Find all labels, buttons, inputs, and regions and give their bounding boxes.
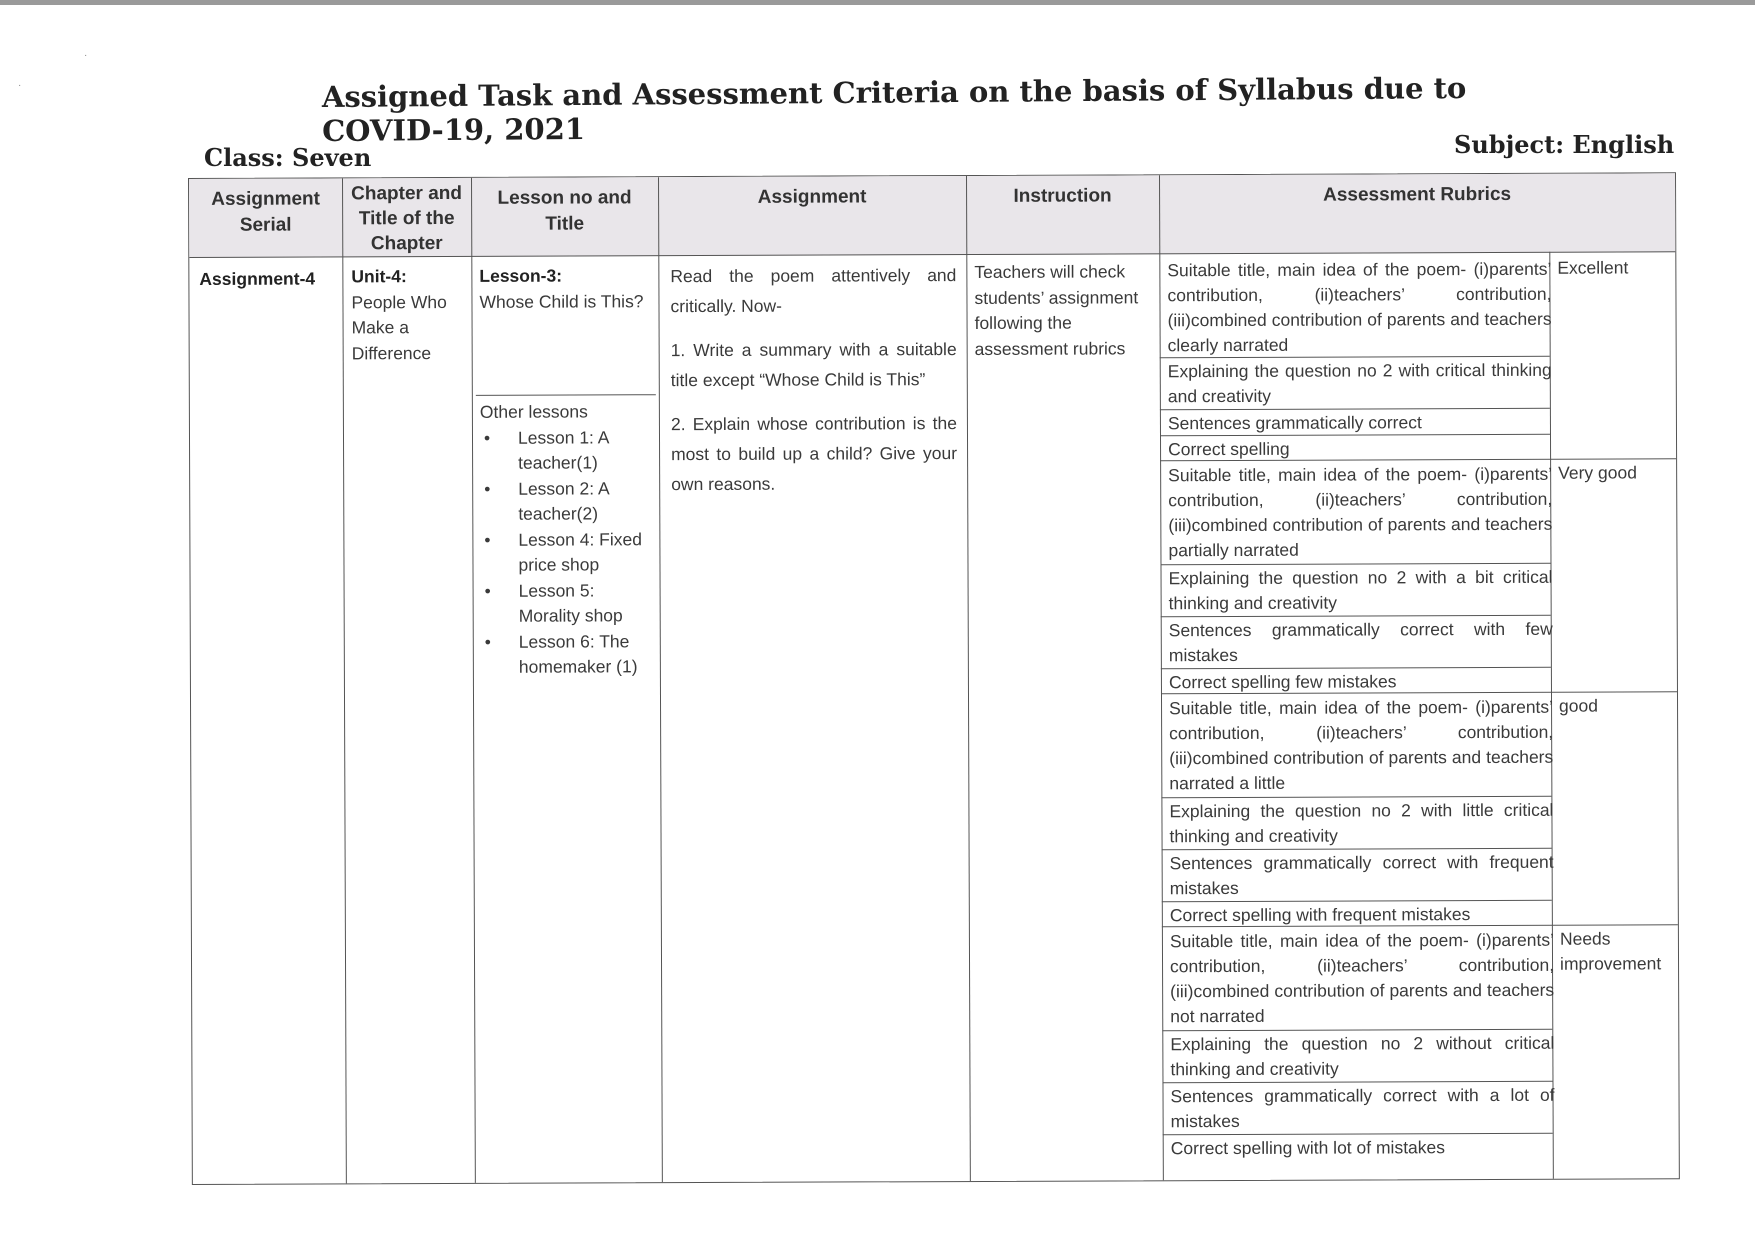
subject-label: Subject: English xyxy=(1454,130,1675,159)
rubric-criterion: Explaining the question no 2 with a bit critical thinking and creativity xyxy=(1168,566,1553,614)
assignment-question-1: 1. Write a summary with a suitable title except “Whose Child is This” xyxy=(670,339,957,391)
list-item: • Lesson 2: A teacher(2) xyxy=(480,476,656,528)
rubric-criterion: Suitable title, main idea of the poem- (i)parents’ contribution, (ii)teachers’ contribution, (iii)combined contribution of parents and teachers clearly narrated xyxy=(1167,258,1552,356)
rubric-criterion: Correct spelling with frequent mistakes xyxy=(1169,904,1471,926)
lesson-number: Lesson-3: xyxy=(479,265,563,286)
rubric-grade: Very good xyxy=(1558,462,1637,483)
rubric-criterion: Suitable title, main idea of the poem- (i)parents’ contribution, (ii)teachers’ contribution, (iii)combined contribution of parents and teachers narrated a little xyxy=(1169,696,1554,794)
header-assignment-serial: Assignment Serial xyxy=(211,188,320,236)
header-instruction: Instruction xyxy=(1013,185,1112,207)
unit-title: People Who Make a Difference xyxy=(351,291,447,363)
rubric-grade: good xyxy=(1558,695,1599,716)
assignment-cell xyxy=(670,260,957,499)
lesson-title: Whose Child is This? xyxy=(479,290,644,312)
rubric-criterion: Sentences grammatically correct with a lot of mistakes xyxy=(1170,1084,1555,1132)
rubric-criterion: Sentences grammatically correct with few mistakes xyxy=(1168,618,1553,666)
scan-speck: · xyxy=(84,50,88,61)
rubric-criterion: Suitable title, main idea of the poem- (i)parents’ contribution, (ii)teachers’ contribution, (iii)combined contribution of parents and teachers partially narrated xyxy=(1168,463,1553,561)
rubric-criterion: Sentences grammatically correct xyxy=(1167,412,1422,434)
rubric-grade: Excellent xyxy=(1557,257,1629,278)
rubric-grade: Needs improvement xyxy=(1559,928,1662,974)
other-lessons-list xyxy=(480,425,657,681)
rubric-criterion: Correct spelling with lot of mistakes xyxy=(1170,1137,1446,1159)
column-divider xyxy=(471,178,476,1183)
rubric-criterion: Sentences grammatically correct with frequent mistakes xyxy=(1169,851,1554,899)
assessment-table xyxy=(188,172,1680,1185)
list-item: • Lesson 1: A teacher(1) xyxy=(480,425,656,477)
unit-number: Unit-4: xyxy=(351,266,407,287)
other-lessons-label: Other lessons xyxy=(479,401,588,422)
scan-speck: · xyxy=(18,80,22,91)
header-assignment: Assignment xyxy=(757,186,867,208)
scan-top-edge xyxy=(0,0,1755,5)
rubric-criterion: Suitable title, main idea of the poem- (i)parents’ contribution, (ii)teachers’ contribution, (iii)combined contribution of parents and teachers not narrated xyxy=(1169,929,1555,1027)
column-divider xyxy=(658,177,663,1182)
chapter-cell xyxy=(351,264,467,366)
rubric-criterion: Explaining the question no 2 with little critical thinking and creativity xyxy=(1169,799,1554,847)
instruction-cell: Teachers will check students’ assignment following the assessment rubrics xyxy=(974,261,1139,359)
assignment-question-2: 2. Explain whose contribution is the most to build up a child? Give your own reasons. xyxy=(670,413,958,495)
document-title: Assigned Task and Assessment Criteria on the basis of Syllabus due to COVID-19, 2021 xyxy=(321,71,1467,148)
other-lessons xyxy=(480,399,657,680)
class-label: Class: Seven xyxy=(204,143,372,172)
rubric-criterion: Explaining the question no 2 with critical thinking and creativity xyxy=(1167,359,1552,407)
rubric-criterion: Correct spelling few mistakes xyxy=(1168,671,1397,693)
list-item: • Lesson 4: Fixed price shop xyxy=(480,527,656,579)
column-divider xyxy=(966,176,971,1181)
assignment-intro: Read the poem attentively and critically. Now- xyxy=(670,265,957,317)
lesson-cell xyxy=(479,263,651,315)
column-divider xyxy=(342,178,347,1183)
rubric-criterion: Correct spelling xyxy=(1168,438,1290,460)
header-chapter: Chapter and Title of the Chapter xyxy=(351,182,463,255)
header-assessment-rubrics: Assessment Rubrics xyxy=(1323,183,1512,206)
header-lesson: Lesson no and Title xyxy=(497,187,632,235)
lesson-separator xyxy=(476,394,656,396)
list-item: • Lesson 5: Morality shop xyxy=(481,578,657,630)
assignment-serial: Assignment-4 xyxy=(199,268,316,289)
list-item: • Lesson 6: The homemaker (1) xyxy=(481,629,657,681)
rubric-criterion: Explaining the question no 2 without critical thinking and creativity xyxy=(1170,1032,1555,1080)
